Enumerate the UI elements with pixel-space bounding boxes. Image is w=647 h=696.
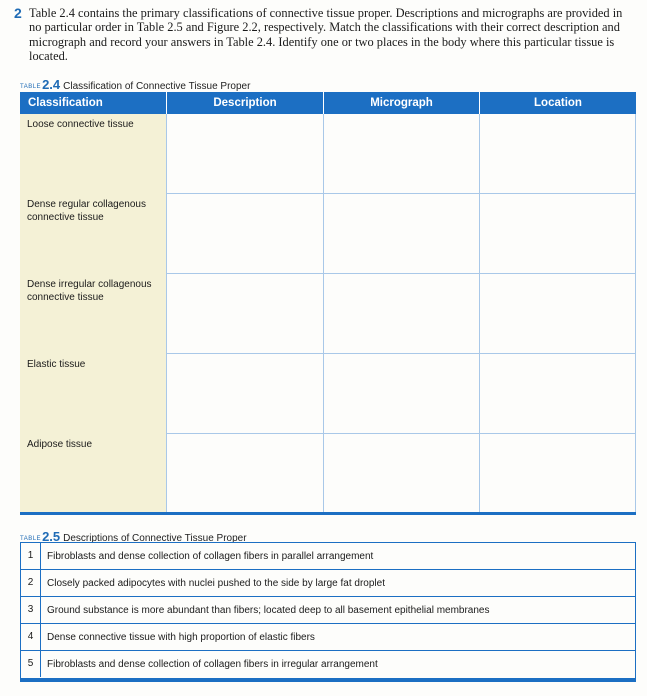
micrograph-answer-cell[interactable] (323, 274, 479, 354)
description-answer-cell[interactable] (166, 274, 323, 354)
row-description: Dense connective tissue with high proportion of elastic fibers (47, 631, 315, 643)
row-description: Ground substance is more abundant than fibers; located deep to all basement epithelial membranes (47, 604, 490, 616)
table-2-4 (20, 92, 636, 515)
row-number: 4 (21, 624, 41, 650)
row-number: 2 (21, 570, 41, 596)
row-number: 1 (21, 543, 41, 569)
table-word: TABLE (20, 536, 42, 542)
table-header-row (20, 92, 636, 114)
description-answer-cell[interactable] (166, 354, 323, 434)
header-description: Description (166, 92, 323, 114)
classification-cell: Dense regular collagenous connective tissue (20, 194, 166, 274)
question-text: Table 2.4 contains the primary classifications of connective tissue proper. Descriptions and micrographs are provided in no particular order in Table 2.5 and Figure 2.2, respectively. Match the classifications with their correct description and micrograph and record your answers in Table 2.4. Identify one or two places in the body where this particular tissue is located. (29, 6, 623, 64)
table-row (20, 354, 636, 434)
table-2-4-caption (20, 77, 250, 92)
location-answer-cell[interactable] (479, 114, 636, 194)
row-number: 5 (21, 651, 41, 677)
table-2-5 (20, 542, 636, 679)
table-row (20, 114, 636, 194)
header-classification: Classification (28, 97, 103, 109)
table-title: Descriptions of Connective Tissue Proper (63, 533, 247, 544)
row-description: Fibroblasts and dense collection of collagen fibers in parallel arrangement (47, 550, 374, 562)
classification-cell: Dense irregular collagenous connective tissue (20, 274, 166, 354)
micrograph-answer-cell[interactable] (323, 194, 479, 274)
question-number: 2 (14, 5, 22, 21)
question-2 (14, 6, 632, 64)
table-row (20, 434, 636, 512)
table-bottom-rule (20, 512, 636, 515)
row-number: 3 (21, 597, 41, 623)
micrograph-answer-cell[interactable] (323, 114, 479, 194)
table-bottom-rule (20, 679, 636, 682)
description-answer-cell[interactable] (166, 194, 323, 274)
header-location: Location (479, 92, 636, 114)
description-answer-cell[interactable] (166, 434, 323, 512)
classification-cell: Loose connective tissue (20, 114, 166, 194)
table-number: 2.4 (42, 77, 61, 92)
table-row (21, 597, 635, 624)
table-body (20, 114, 636, 512)
table-title: Classification of Connective Tissue Proper (63, 81, 251, 92)
location-answer-cell[interactable] (479, 274, 636, 354)
location-answer-cell[interactable] (479, 434, 636, 512)
table-row (21, 543, 635, 570)
micrograph-answer-cell[interactable] (323, 354, 479, 434)
table-number: 2.5 (42, 529, 61, 544)
table-row (21, 624, 635, 651)
table-row (21, 651, 635, 677)
location-answer-cell[interactable] (479, 194, 636, 274)
classification-cell: Adipose tissue (20, 434, 166, 512)
table-row (21, 570, 635, 597)
table-row (20, 194, 636, 274)
table-row (20, 274, 636, 354)
row-description: Fibroblasts and dense collection of collagen fibers in irregular arrangement (47, 658, 378, 670)
location-answer-cell[interactable] (479, 354, 636, 434)
row-description: Closely packed adipocytes with nuclei pushed to the side by large fat droplet (47, 577, 385, 589)
header-micrograph: Micrograph (323, 92, 479, 114)
classification-cell: Elastic tissue (20, 354, 166, 434)
description-answer-cell[interactable] (166, 114, 323, 194)
micrograph-answer-cell[interactable] (323, 434, 479, 512)
table-right-border (635, 114, 636, 512)
table-word: TABLE (20, 84, 42, 90)
